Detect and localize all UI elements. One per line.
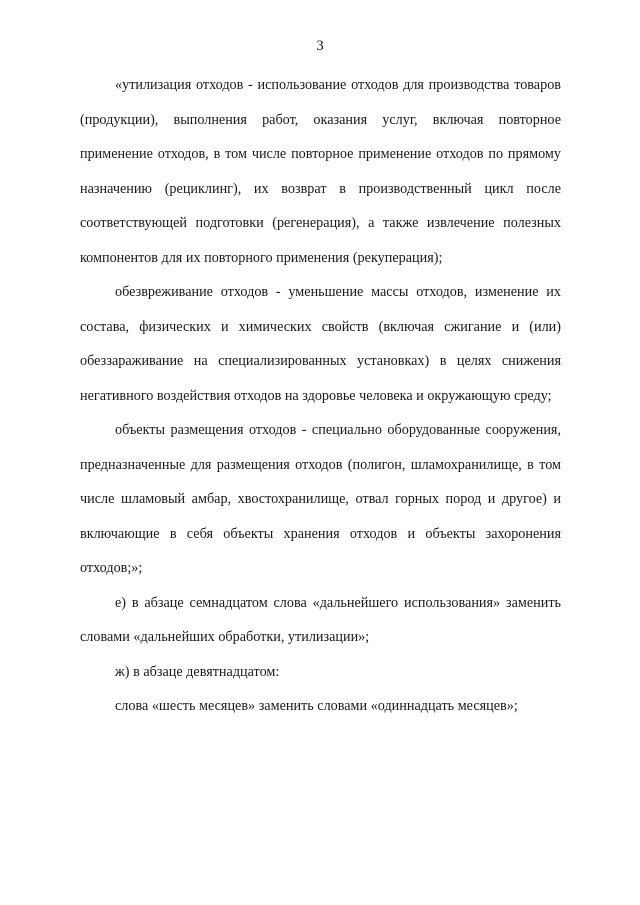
paragraph-definition-recycling: «утилизация отходов - использование отходов для производства товаров (продукции), выполнения работ, оказания услуг, включая повторное применение отходов, в том числе повторное применение отходов по прямому назначению (рециклинг), их возврат в производственный цикл после соответствующей подготовки (регенерация), а также извлечение полезных компонентов для их повторного применения (рекуперация); (80, 77, 561, 266)
document-body (80, 68, 561, 724)
paragraph-definition-neutralization: обезвреживание отходов - уменьшение массы отходов, изменение их состава, физических и химических свойств (включая сжигание и (или) обеззараживание на специализированных установках) в целях снижения негативного воздействия отходов на здоровье человека и окружающую среду; (80, 284, 561, 404)
paragraph-amendment-months: слова «шесть месяцев» заменить словами «одиннадцать месяцев»; (115, 698, 518, 714)
paragraph-amendment-zh: ж) в абзаце девятнадцатом: (115, 663, 280, 680)
paragraph-definition-disposal-facilities: объекты размещения отходов - специально оборудованные сооружения, предназначенные для размещения отходов (полигон, шламохранилище, в том числе шламовый амбар, хвостохранилище, отвал горных пород и другое) и включающие в себя объекты хранения отходов и объекты захоронения отходов;»; (80, 422, 561, 576)
page-number: 3 (316, 38, 324, 54)
paragraph-amendment-e: е) в абзаце семнадцатом слова «дальнейшего использования» заменить словами «дальнейших обработки, утилизации»; (80, 594, 561, 645)
